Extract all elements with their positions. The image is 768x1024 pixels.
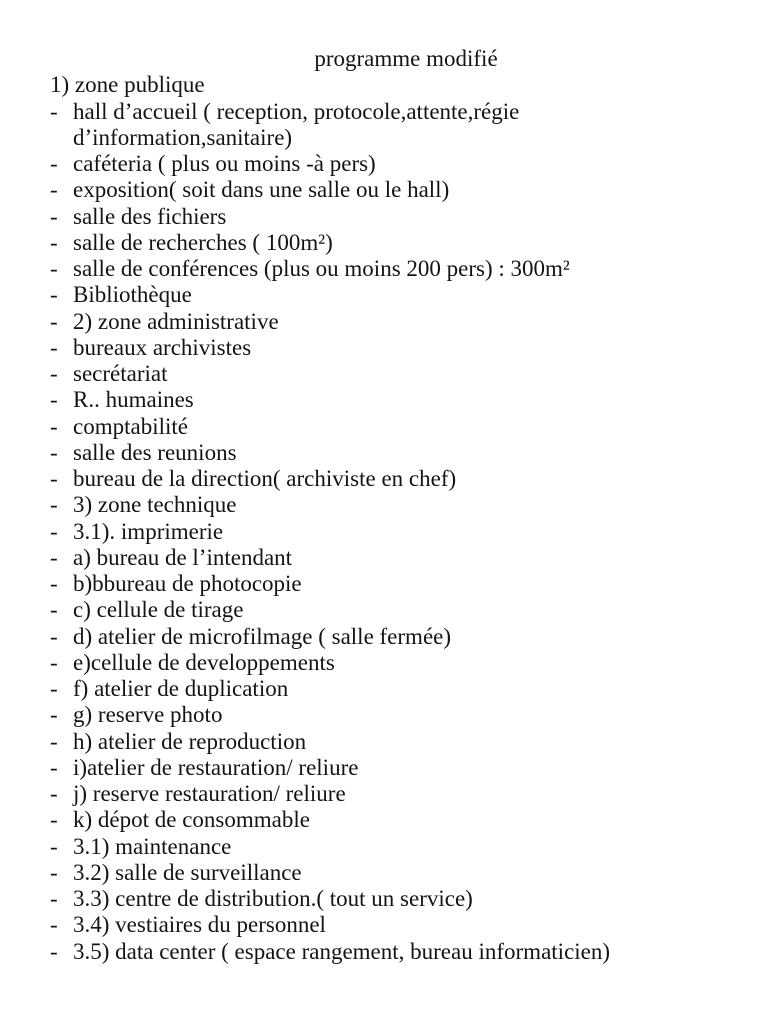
list-item [0, 912, 768, 938]
bullet-dash: - [50, 886, 58, 911]
list-item [0, 676, 768, 702]
list-item [0, 256, 768, 282]
list-item [0, 834, 768, 860]
list-item-text: 3.5) data center ( espace rangement, bureau informaticien) [73, 938, 611, 964]
list-item [0, 204, 768, 230]
list-item [0, 99, 768, 125]
list-item [0, 781, 768, 807]
list-item [0, 361, 768, 387]
bullet-dash: - [50, 308, 58, 334]
list-item-text: 3) zone technique [73, 492, 237, 518]
list-item [0, 755, 768, 781]
list-item [0, 414, 768, 440]
bullet-dash: - [50, 597, 58, 623]
bullet-dash: - [50, 334, 58, 360]
list-item [0, 282, 768, 308]
bullet-dash: - [50, 177, 58, 203]
list-item [0, 309, 768, 335]
bullet-dash: - [50, 807, 58, 833]
list-item-text: g) reserve photo [73, 702, 223, 728]
list-item-text: Bibliothèque [73, 282, 192, 308]
list-item-text: bureaux archivistes [73, 334, 252, 360]
list-item-text: 3.4) vestiaires du personnel [73, 912, 326, 938]
bullet-dash: - [50, 203, 58, 229]
bullet-dash: - [50, 833, 58, 859]
program-outline [0, 72, 768, 965]
list-item [0, 492, 768, 518]
list-item [0, 807, 768, 833]
list-item [0, 545, 768, 571]
bullet-dash: - [50, 571, 58, 596]
list-item-text: b)bbureau de photocopie [73, 571, 302, 596]
bullet-dash: - [50, 859, 58, 885]
list-item [0, 624, 768, 650]
list-item [0, 519, 768, 545]
list-item-text: 2) zone administrative [73, 308, 279, 334]
list-item-text: k) dépot de consommable [73, 807, 310, 833]
list-item [0, 440, 768, 466]
bullet-dash: - [50, 728, 58, 754]
list-item-text: d) atelier de microfilmage ( salle fermée) [73, 623, 452, 649]
bullet-dash: - [50, 387, 58, 413]
list-item-text: salle de recherches ( 100m²) [73, 229, 333, 255]
list-item-text: 3.1) maintenance [73, 833, 232, 859]
bullet-dash: - [50, 623, 58, 649]
list-item-text: 3.3) centre de distribution.( tout un service) [73, 886, 473, 911]
list-item-text: d’information,sanitaire) [73, 124, 293, 150]
bullet-dash: - [50, 98, 58, 124]
list-item-text: j) reserve restauration/ reliure [73, 781, 346, 806]
list-item-text: i)atelier de restauration/ reliure [73, 754, 359, 780]
bullet-dash: - [50, 413, 58, 439]
list-item [0, 729, 768, 755]
bullet-dash: - [50, 781, 58, 806]
list-item-text: secrétariat [73, 361, 168, 386]
bullet-dash: - [50, 912, 58, 938]
list-item [0, 571, 768, 597]
list-item-text: f) atelier de duplication [73, 676, 289, 701]
list-item-text: c) cellule de tirage [73, 597, 244, 623]
bullet-dash: - [50, 544, 58, 570]
list-item [0, 230, 768, 256]
list-item-text: e)cellule de developpements [73, 649, 335, 675]
list-item [0, 387, 768, 413]
list-item-text: a) bureau de l’intendant [73, 544, 293, 570]
list-item-text: comptabilité [73, 413, 188, 439]
list-item [0, 702, 768, 728]
bullet-dash: - [50, 754, 58, 780]
bullet-dash: - [50, 151, 58, 176]
bullet-dash: - [50, 229, 58, 255]
bullet-dash: - [50, 282, 58, 308]
bullet-dash: - [50, 702, 58, 728]
section-heading: 1) zone publique [50, 72, 205, 98]
list-item-text: 3.2) salle de surveillance [73, 859, 302, 885]
bullet-dash: - [50, 439, 58, 465]
bullet-dash: - [50, 649, 58, 675]
bullet-dash: - [50, 938, 58, 964]
list-item-text: 3.1). imprimerie [73, 518, 224, 544]
bullet-dash: - [50, 518, 58, 544]
list-item [0, 650, 768, 676]
list-item-continuation [0, 125, 768, 151]
list-item [0, 860, 768, 886]
list-item-text: salle des fichiers [73, 203, 227, 229]
list-item-text: salle des reunions [73, 439, 237, 465]
bullet-dash: - [50, 492, 58, 518]
list-item-text: salle de conférences (plus ou moins 200 pers) : 300m² [73, 256, 570, 281]
list-item-text: exposition( soit dans une salle ou le hall) [73, 177, 450, 203]
bullet-dash: - [50, 256, 58, 281]
list-item-text: R.. humaines [73, 387, 194, 413]
bullet-dash: - [50, 676, 58, 701]
list-item-text: bureau de la direction( archiviste en chef) [73, 466, 457, 491]
document-title: programme modifié [314, 46, 498, 71]
list-item [0, 177, 768, 203]
list-item [0, 151, 768, 177]
bullet-dash: - [50, 466, 58, 491]
list-item-text: h) atelier de reproduction [73, 728, 307, 754]
bullet-dash: - [50, 361, 58, 386]
list-item [0, 939, 768, 965]
list-item [0, 335, 768, 361]
list-item [0, 466, 768, 492]
list-item-text: caféteria ( plus ou moins -à pers) [73, 151, 376, 176]
list-item [0, 597, 768, 623]
list-item-text: hall d’accueil ( reception, protocole,attente,régie [73, 98, 520, 124]
list-item [0, 886, 768, 912]
